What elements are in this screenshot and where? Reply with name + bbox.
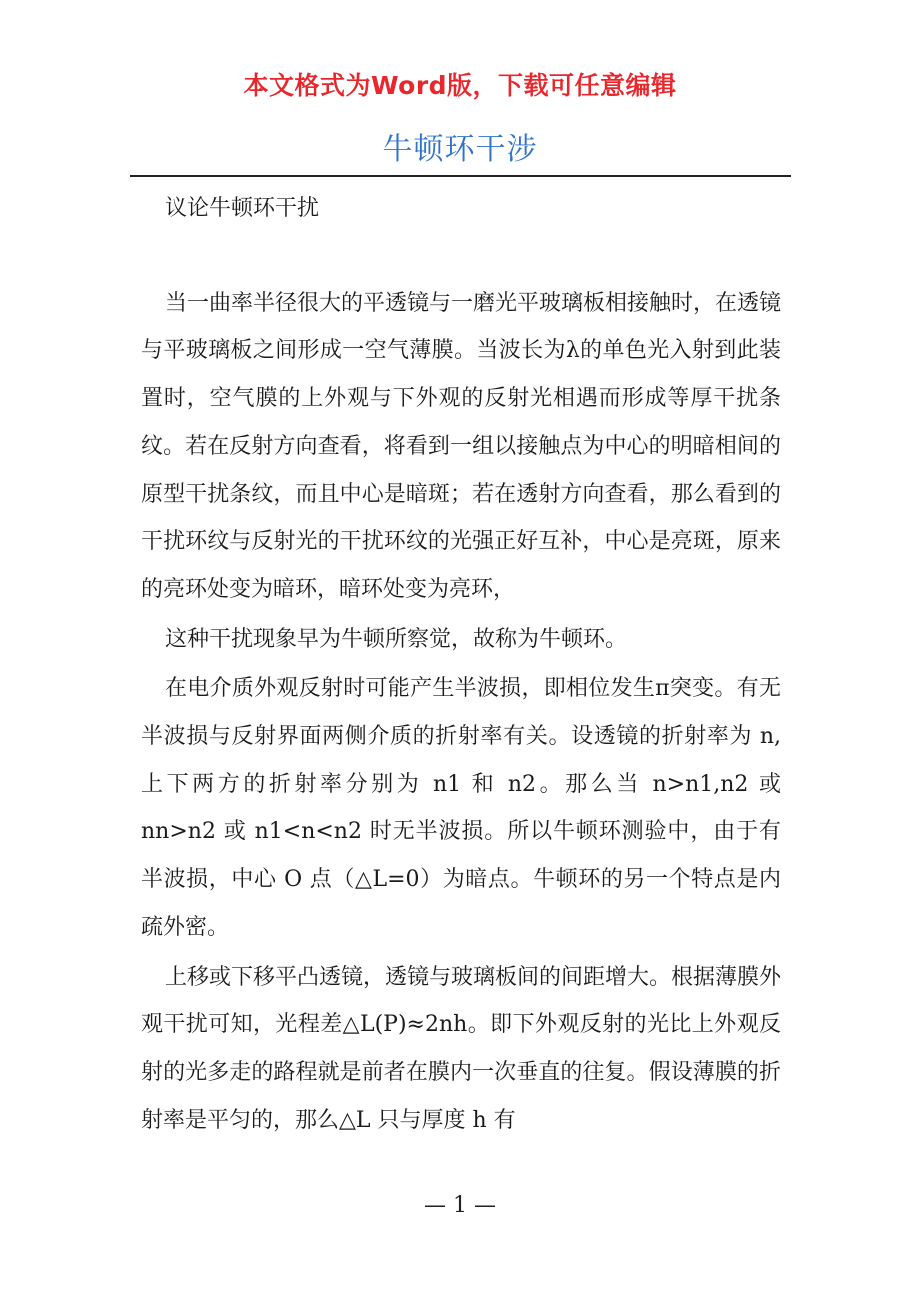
subtitle: 议论牛顿环干扰 <box>165 196 320 221</box>
page-title: 牛顿环干涉 <box>382 132 538 167</box>
format-notice-banner: 本文格式为Word版，下载可任意编辑 <box>243 71 677 100</box>
document-body <box>141 185 781 1144</box>
paragraph-half-wave-loss: 在电介质外观反射时可能产生半波损，即相位发生π突变。有无半波损与反射界面两侧介质的折射率有关。设透镜的折射率为 n,上下两方的折射率分别为 n1 和 n2。那么当 n>n1,n2 或 nn>n2 或 n1<n<n2 时无半波损。所以牛顿环测验中，由于有半波损，中心 O 点（△L=0）为暗点。牛顿环的另一个特点是内疏外密。 <box>141 676 781 940</box>
paragraph-path-difference: 上移或下移平凸透镜，透镜与玻璃板间的间距增大。根据薄膜外观干扰可知，光程差△L(P)≈2nh。即下外观反射的光比上外观反射的光多走的路程就是前者在膜内一次垂直的往复。假设薄膜的折射率是平匀的，那么△L 只与厚度 h 有 <box>141 964 782 1133</box>
paragraph-naming: 这种干扰现象早为牛顿所察觉，故称为牛顿环。 <box>165 626 628 652</box>
paragraph-intro: 当一曲率半径很大的平透镜与一磨光平玻璃板相接触时，在透镜与平玻璃板之间形成一空气薄膜。当波长为λ的单色光入射到此装置时，空气膜的上外观与下外观的反射光相遇而形成等厚干扰条纹。若在反射方向查看，将看到一组以接触点为中心的明暗相间的原型干扰条纹，而且中心是暗斑；若在透射方向查看，那么看到的干扰环纹与反射光的干扰环纹的光强正好互补，中心是亮斑，原来的亮环处变为暗环，暗环处变为亮环， <box>141 290 782 602</box>
page-number: — 1 — <box>424 1193 496 1218</box>
header-divider <box>130 175 791 177</box>
